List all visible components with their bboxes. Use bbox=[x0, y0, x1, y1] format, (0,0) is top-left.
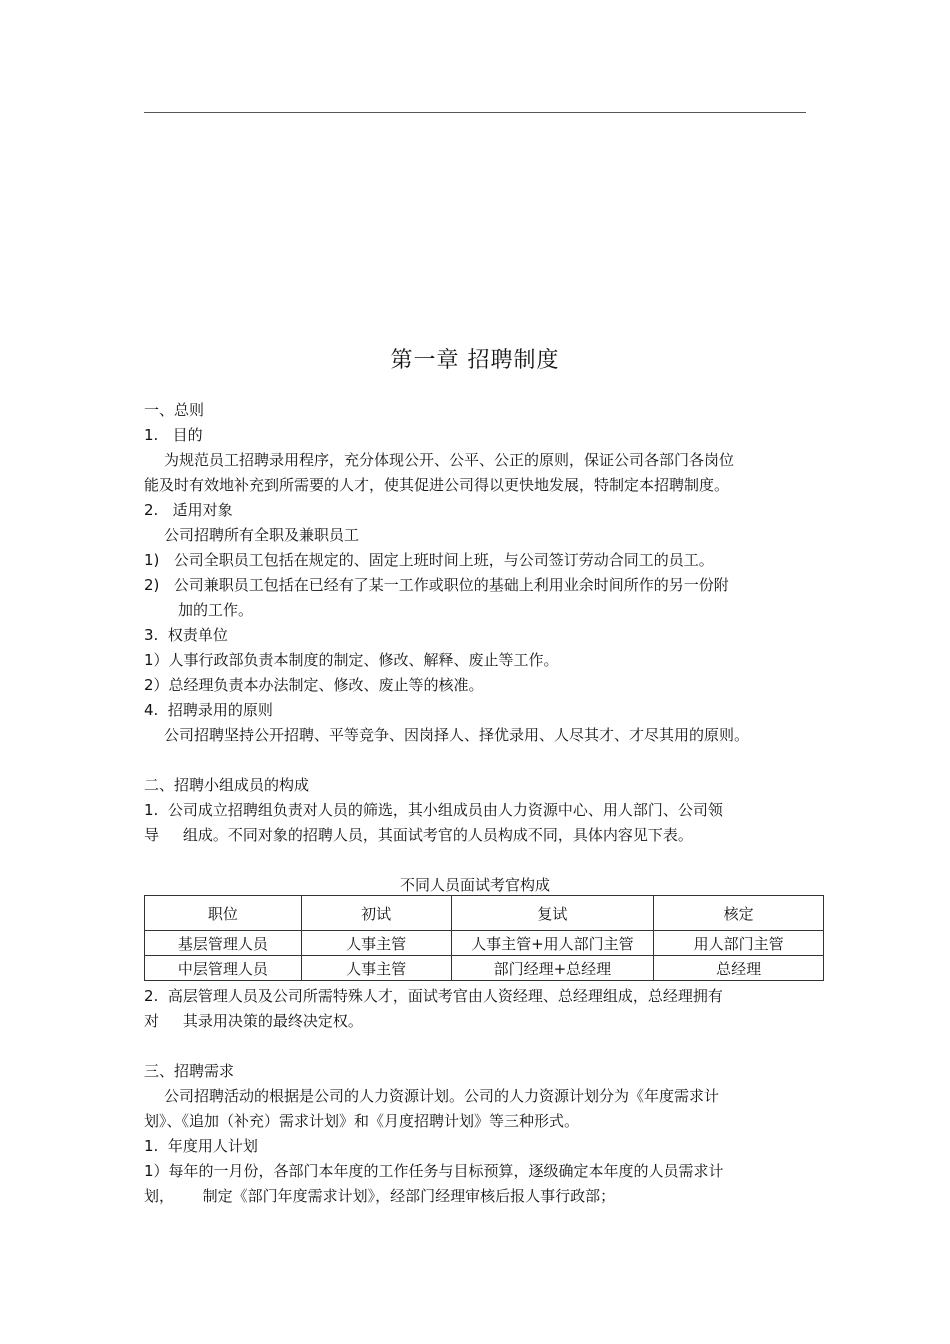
section-2-item-1-line-1: 1. 公司成立招聘组负责对人员的筛选，其小组成员由人力资源中心、用人部门、公司领 bbox=[144, 801, 723, 819]
chapter-title: 第一章 招聘制度 bbox=[390, 348, 560, 373]
purpose-paragraph-line-2: 能及时有效地补充到所需要的人才，使其促进公司得以更快地发展，特制定本招聘制度。 bbox=[144, 476, 730, 494]
table-header-cell: 核定 bbox=[654, 896, 824, 931]
table-caption: 不同人员面试考官构成 bbox=[399, 876, 550, 894]
annual-plan-item-1-line-2: 划， 制定《部门年度需求计划》，经部门经理审核后报人事行政部； bbox=[144, 1187, 616, 1205]
purpose-paragraph-line-1: 为规范员工招聘录用程序，充分体现公开、公平、公正的原则，保证公司各部门各岗位 bbox=[164, 451, 735, 469]
section-3-paragraph-line-2: 划》、《追加（补充）需求计划》和《月度招聘计划》等三种形式。 bbox=[144, 1112, 580, 1130]
interviewer-table bbox=[144, 895, 824, 981]
table-header-cell: 初试 bbox=[301, 896, 451, 931]
item-scope: 2. 适用对象 bbox=[144, 501, 233, 519]
section-2-item-1-line-2: 导 组成。不同对象的招聘人员，其面试考官的人员构成不同，具体内容见下表。 bbox=[144, 826, 693, 844]
table-row bbox=[145, 931, 824, 956]
section-2-item-2-line-2: 对 其录用决策的最终决定权。 bbox=[144, 1012, 363, 1030]
responsibility-item-1: 1）人事行政部负责本制度的制定、修改、解释、废止等工作。 bbox=[144, 651, 559, 669]
section-1-heading: 一、总则 bbox=[144, 401, 205, 419]
table-cell: 总经理 bbox=[654, 956, 824, 981]
table-cell: 部门经理+总经理 bbox=[451, 956, 654, 981]
item-principles: 4. 招聘录用的原则 bbox=[144, 701, 273, 719]
section-3-paragraph-line-1: 公司招聘活动的根据是公司的人力资源计划。公司的人力资源计划分为《年度需求计 bbox=[164, 1087, 720, 1105]
scope-item-1: 1) 公司全职员工包括在规定的、固定上班时间上班，与公司签订劳动合同工的员工。 bbox=[144, 551, 714, 569]
section-3-heading: 三、招聘需求 bbox=[144, 1062, 235, 1080]
table-cell: 基层管理人员 bbox=[145, 931, 302, 956]
table-header-row bbox=[145, 896, 824, 931]
header-rule bbox=[144, 112, 806, 113]
item-purpose: 1. 目的 bbox=[144, 426, 203, 444]
item-responsibility: 3. 权责单位 bbox=[144, 626, 228, 644]
table-header-cell: 复试 bbox=[451, 896, 654, 931]
table-cell: 人事主管 bbox=[301, 931, 451, 956]
principles-paragraph: 公司招聘坚持公开招聘、平等竞争、因岗择人、择优录用、人尽其才、才尽其用的原则。 bbox=[164, 726, 750, 744]
responsibility-item-2: 2）总经理负责本办法制定、修改、废止等的核准。 bbox=[144, 676, 484, 694]
scope-paragraph: 公司招聘所有全职及兼职员工 bbox=[164, 526, 360, 544]
table-cell: 中层管理人员 bbox=[145, 956, 302, 981]
section-2-heading: 二、招聘小组成员的构成 bbox=[144, 776, 310, 794]
item-annual-plan: 1. 年度用人计划 bbox=[144, 1137, 258, 1155]
table-row bbox=[145, 956, 824, 981]
table-header-cell: 职位 bbox=[145, 896, 302, 931]
annual-plan-item-1-line-1: 1）每年的一月份，各部门本年度的工作任务与目标预算，逐级确定本年度的人员需求计 bbox=[144, 1162, 724, 1180]
scope-item-2-line-1: 2) 公司兼职员工包括在已经有了某一工作或职位的基础上利用业余时间所作的另一份附 bbox=[144, 576, 729, 594]
section-2-item-2-line-1: 2. 高层管理人员及公司所需特殊人才，面试考官由人资经理、总经理组成，总经理拥有 bbox=[144, 987, 723, 1005]
table-cell: 人事主管+用人部门主管 bbox=[451, 931, 654, 956]
scope-item-2-line-2: 加的工作。 bbox=[178, 601, 254, 619]
table-cell: 人事主管 bbox=[301, 956, 451, 981]
table-cell: 用人部门主管 bbox=[654, 931, 824, 956]
